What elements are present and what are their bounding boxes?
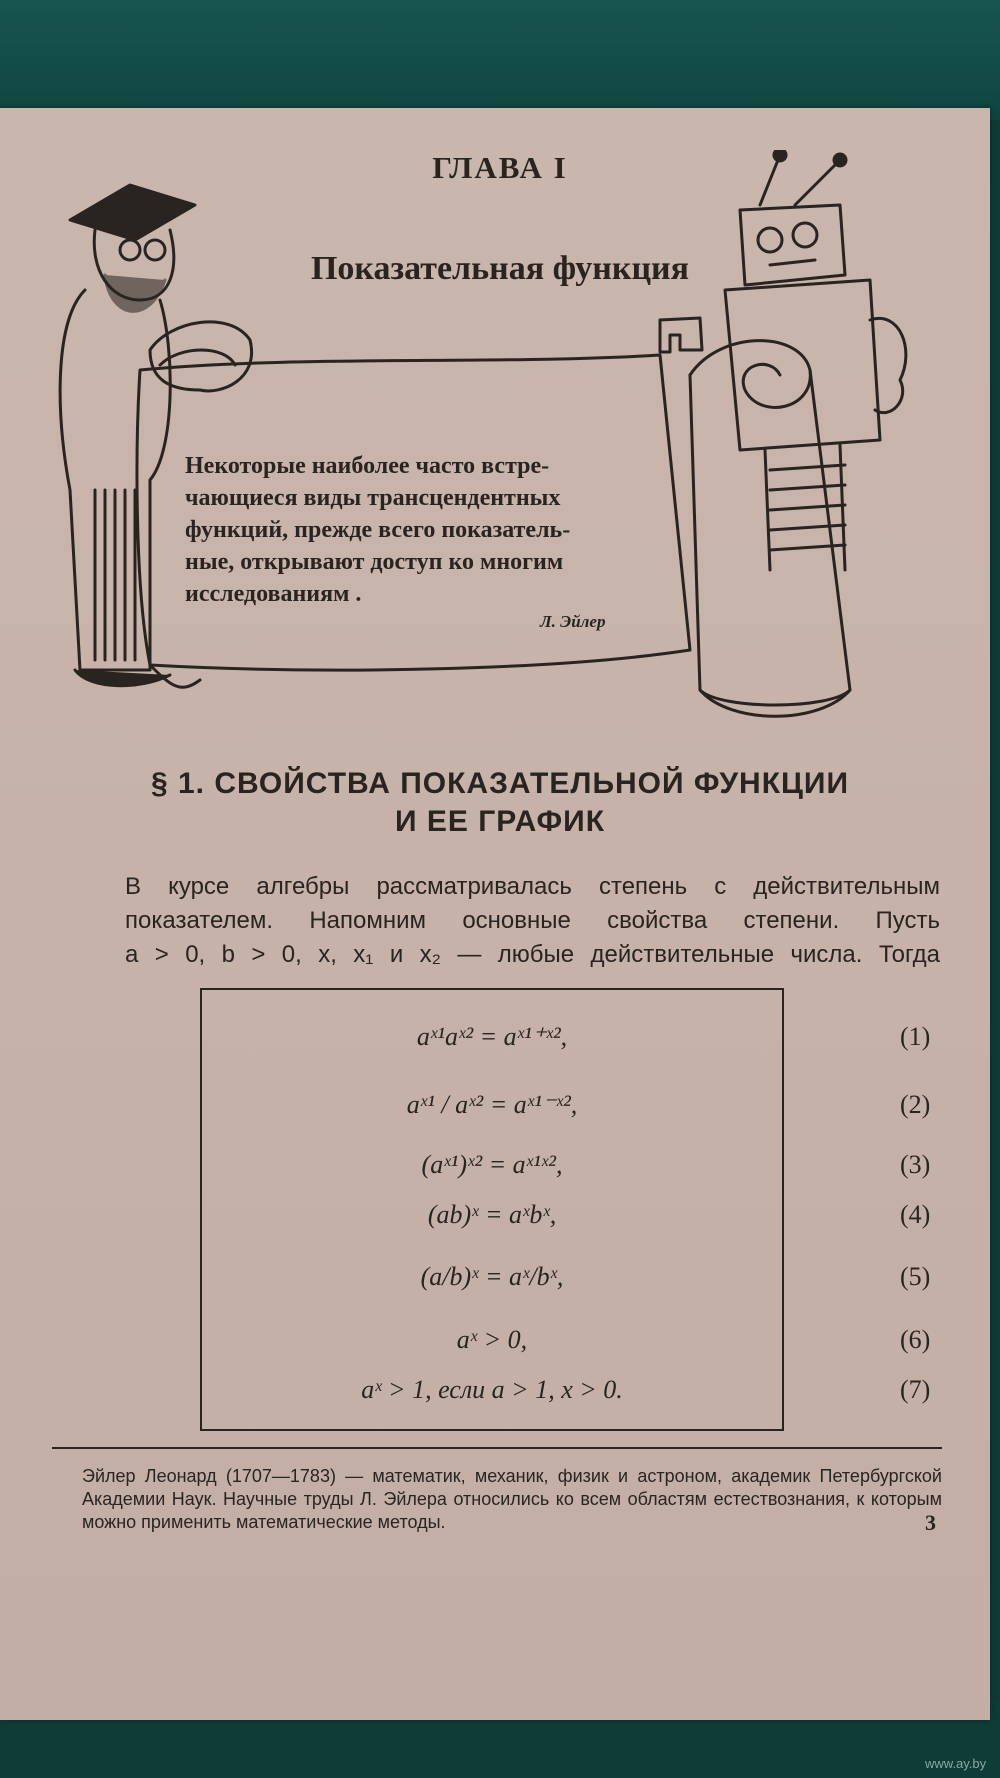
- epigraph-line: исследованиям .: [185, 581, 362, 607]
- section-title-line: И ЕЕ ГРАФИК: [394, 805, 606, 838]
- robot-figure: [660, 150, 906, 570]
- background-top: [0, 0, 1000, 120]
- epigraph-line: чающиеся виды трансцендентных: [185, 485, 561, 511]
- formula-number-4: (4): [900, 1200, 931, 1229]
- chapter-title: Показательная функция: [310, 250, 690, 287]
- formula-number-2: (2): [900, 1090, 931, 1119]
- formula-7: aˣ > 1, если a > 1, x > 0.: [361, 1375, 623, 1404]
- formula-number-1: (1): [900, 1022, 931, 1051]
- body-line: показателем. Напомним основные свойства степени. Пусть: [125, 907, 940, 934]
- formula-4: (ab)ˣ = aˣbˣ,: [427, 1200, 557, 1229]
- epigraph-author: Л. Эйлер: [540, 612, 606, 631]
- formula-5: (a/b)ˣ = aˣ/bˣ,: [420, 1262, 564, 1291]
- formula-6: aˣ > 0,: [456, 1325, 528, 1354]
- epigraph-line: функций, прежде всего показатель-: [185, 517, 571, 543]
- epigraph-line: ные, открывают доступ ко многим: [185, 549, 564, 575]
- formula-number-7: (7): [900, 1375, 931, 1404]
- section-title: [0, 765, 1000, 841]
- chapter-heading: ГЛАВА I: [432, 150, 568, 185]
- epigraph-quote: [185, 450, 645, 610]
- footnote: Эйлер Леонард (1707—1783) — математик, механик, физик и астроном, академик Петербургской Академии Наук. Научные труды Л. Эйлера относились ко всем областям естествознания, к которым можно применить математические методы.: [82, 1466, 942, 1532]
- footnote-divider: [52, 1447, 942, 1449]
- body-line: В курсе алгебры рассматривалась степень с действительным: [125, 873, 940, 900]
- chapter-illustration: [0, 150, 1000, 720]
- body-line: a > 0, b > 0, x, x₁ и x₂ — любые действительные числа. Тогда: [125, 941, 940, 968]
- page-number: 3: [925, 1510, 936, 1535]
- body-paragraph: [125, 870, 940, 972]
- formula-number-5: (5): [900, 1262, 931, 1291]
- formula-number-6: (6): [900, 1325, 931, 1354]
- formula-1: aˣ¹aˣ² = aˣ¹⁺ˣ²,: [416, 1022, 568, 1051]
- formula-number-3: (3): [900, 1150, 931, 1179]
- formula-3: (aˣ¹)ˣ² = aˣ¹ˣ²,: [421, 1150, 563, 1179]
- epigraph-line: Некоторые наиболее часто встре-: [185, 453, 550, 479]
- formula-2: aˣ¹ / aˣ² = aˣ¹⁻ˣ²,: [406, 1090, 578, 1119]
- watermark: www.ay.by: [925, 1756, 987, 1771]
- section-title-line: § 1. СВОЙСТВА ПОКАЗАТЕЛЬНОЙ ФУНКЦИИ: [150, 767, 850, 800]
- scroll-roll: [690, 341, 810, 408]
